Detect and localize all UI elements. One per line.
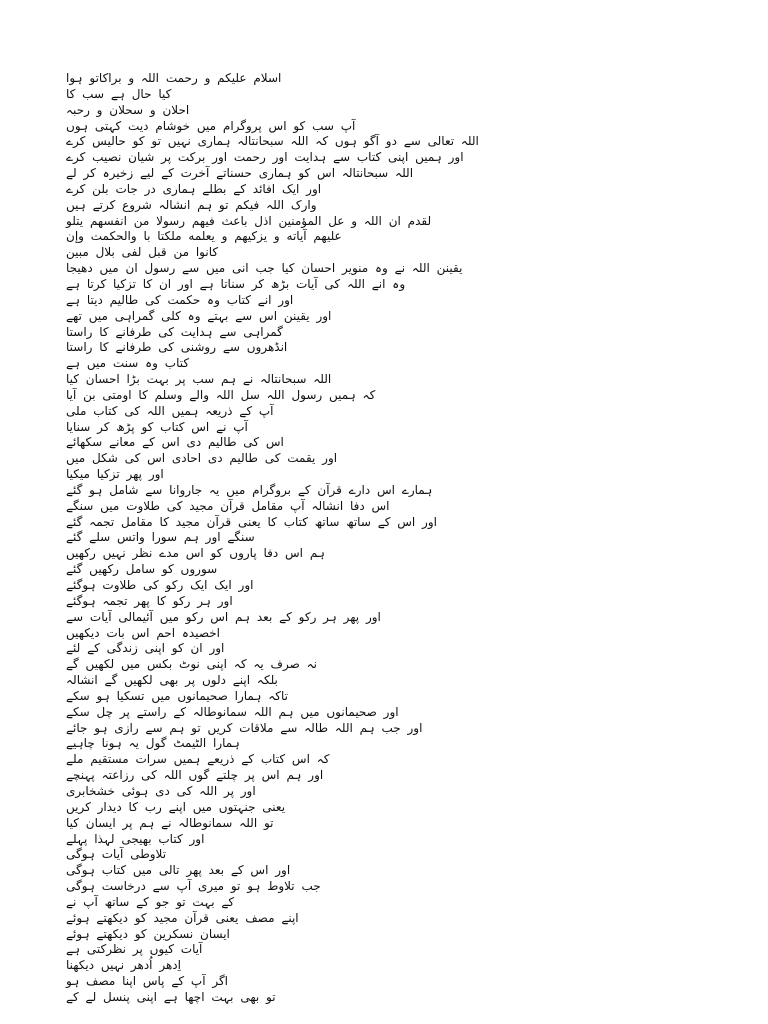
text-line: اگر آپ کے پاس اپنا مصف ہو <box>66 974 229 989</box>
text-line: اور یقینن اس سے بہتے وہ کلی گمراہی میں تھے <box>66 308 332 323</box>
text-line: اللہ سبحانتالہ نے ہم سب پر بہت بڑا احسان کیا <box>66 372 332 387</box>
text-line: تو اللہ سمانوطالہ نے ہم پر ایسان کیا <box>66 815 274 830</box>
text-line: آیات کیوں پر نظرکتی ہے <box>66 942 203 957</box>
text-line: اور اس کے بعد پھر تالی میں کتاب ہوگی <box>66 863 291 878</box>
text-line: وارک اللہ فیکم تو ہم انشالہ شروع کرتے ہیں <box>66 197 317 212</box>
text-line: سوروں کو سامل رکھیں گئے <box>66 562 218 577</box>
text-line: سنگے اور ہم سورا واتس سلے گئے <box>66 530 255 545</box>
text-line: علیهم آیاته و یزکیهم و یعلمه ملکتا با والحکمت وإن <box>66 229 342 244</box>
text-line: اِدھر اُدھر نہیں دیکھنا <box>66 958 181 973</box>
text-line: کے بہت تو جو کے ساتھ آپ نے <box>66 894 235 909</box>
text-line: ایسان نسکرین کو دیکھتے ہوئے <box>66 926 230 941</box>
text-line: ہم اس دفا پاروں کو اس مدے نظر نہیں رکھیں <box>66 546 325 561</box>
text-line: اور یقمت کی طالیم دی احادی اس کی شکل میں <box>66 451 338 466</box>
text-line: وہ انے اللہ کی آیات بڑھ کر سناتا ہے اور ان کا تزکیا کرتا ہے <box>66 276 406 291</box>
text-line: بلکہ اپنے دلوں پر بھی لکھیں گے انشالہ <box>66 673 278 688</box>
text-line: تلاوطی آیات ہوگی <box>66 847 167 862</box>
text-line: جب تلاوط ہو تو میری آپ سے درخاست ہوگی <box>66 879 321 894</box>
text-line: اور انے کتاب وہ حکمت کی طالیم دیتا ہے <box>66 292 294 307</box>
text-line: لقدم ان اللہ و عل المؤمنین اذل باعث فیهم رسولا من انفسهم یتلو <box>66 213 432 228</box>
text-line: ہمارے اس دارے قرآن کے بروگرام میں یہ جاروانا سے شامل ہو گئے <box>66 482 433 497</box>
text-line: آپ نے اس کتاب کو پڑھ کر سنایا <box>66 419 248 434</box>
text-line: اخصیدہ احم اس بات دیکھیں <box>66 625 220 640</box>
text-line: اور ہم اس پر چلتے گوں اللہ کی رزاعتہ پہنچے <box>66 768 324 783</box>
text-line: کانوا من قبل لفی بلال مبین <box>66 245 219 260</box>
text-line: تاکہ ہمارا صحیمانوں میں تسکیا ہو سکے <box>66 688 288 703</box>
text-line: اور جب ہم اللہ طالہ سے ملاقات کریں تو ہم سے رازی ہو جائے <box>66 720 423 735</box>
text-line: انڈھروں سے روشنی کی طرفانے کا راستا <box>66 340 288 355</box>
text-line: اور پھر ہر رکو کے بعد ہم اس رکو میں آئیمالی آیات سے <box>66 609 381 624</box>
text-line: اور اس کے ساتھ ساتھ کتاب کا یعنی قرآن مجید کا مقامل تجمہ گئے <box>66 514 437 529</box>
text-line: کتاب وہ سنت میں ہے <box>66 356 190 371</box>
text-line: اور صحیمانوں میں ہم اللہ سمانوطالہ کے راستے پر چل سکے <box>66 704 399 719</box>
transcript-text <box>66 71 486 1006</box>
text-line: یقینن اللہ نے وہ منویر احسان کیا جب انی میں سے رسول ان میں دھیجا <box>66 261 463 276</box>
text-line: ہمارا الٹیمٹ گول یہ ہونا چاہیے <box>66 736 240 751</box>
text-line: اور ہمیں اپنی کتاب سے ہدایت اور رحمت اور برکت پر شیان نصیب کرے <box>66 150 464 165</box>
text-line: اور ان کو اپنی زندگی کے لئے <box>66 641 225 656</box>
text-line: تو بھی بہت اچھا ہے اپنی پنسل لے کے <box>66 989 276 1004</box>
text-line: اور کتاب بھیجی لہذا پہلے <box>66 831 205 846</box>
text-line: اس دفا انشالہ آپ مقامل قرآن مجید کی طلاوت میں سنگے <box>66 498 390 513</box>
text-line: اور پر اللہ کی دی ہوئی خشخابری <box>66 783 256 798</box>
text-line: نہ صرف یہ کہ اپنی نوٹ بکس میں لکھیں گے <box>66 657 317 672</box>
text-line: اور ہر رکو کا پھر تجمہ ہوگئے <box>66 593 233 608</box>
text-line: آپ کے ذریعہ ہمیں اللہ کی کتاب ملی <box>66 403 274 418</box>
text-line: اور پھر تزکیا میکیا <box>66 467 164 482</box>
text-line: اور ایک ایک رکو کی طلاوت ہوگئے <box>66 578 254 592</box>
text-line: گمراہی سے ہدایت کی طرفانے کا راستا <box>66 324 283 339</box>
text-line: اللہ تعالی سے دو آگو ہوں کہ اللہ سبحانتالہ ہماری نہیں تو کو حالیس کرے <box>66 134 479 149</box>
text-line: اللہ سبحانتالہ اس کو ہماری حسناتے آخرت کے لیے زخیرہ کر لے <box>66 166 414 181</box>
text-line: یعنی جنہتوں میں اپنے رب کا دیدار کریں <box>66 799 286 814</box>
text-line: احلان و سحلان و رحبہ <box>66 102 190 117</box>
text-line: اور ایک افائد کے بطلے ہماری در جات بلن کرے <box>66 181 322 196</box>
text-line: کہ اس کتاب کے ذریعے ہمیں سرات مستقیم ملے <box>66 752 330 767</box>
text-line: کہ ہمیں رسول اللہ سل اللہ والے وسلم کا اومتی بن آیا <box>66 387 376 402</box>
text-line: اس کی طالیم دی اس کے معانے سکھائے <box>66 435 284 450</box>
text-line: اسلام علیکم و رحمت اللہ و براکاتو ہوا <box>66 71 282 85</box>
text-line: کیا حال ہے سب کا <box>66 86 172 101</box>
text-line: آپ سب کو اس پروگرام میں خوشام دیت کہتی ہوں <box>66 118 356 133</box>
text-line: اپنے مصف یعنی قرآن مجید کو دیکھتے ہوئے <box>66 910 299 925</box>
